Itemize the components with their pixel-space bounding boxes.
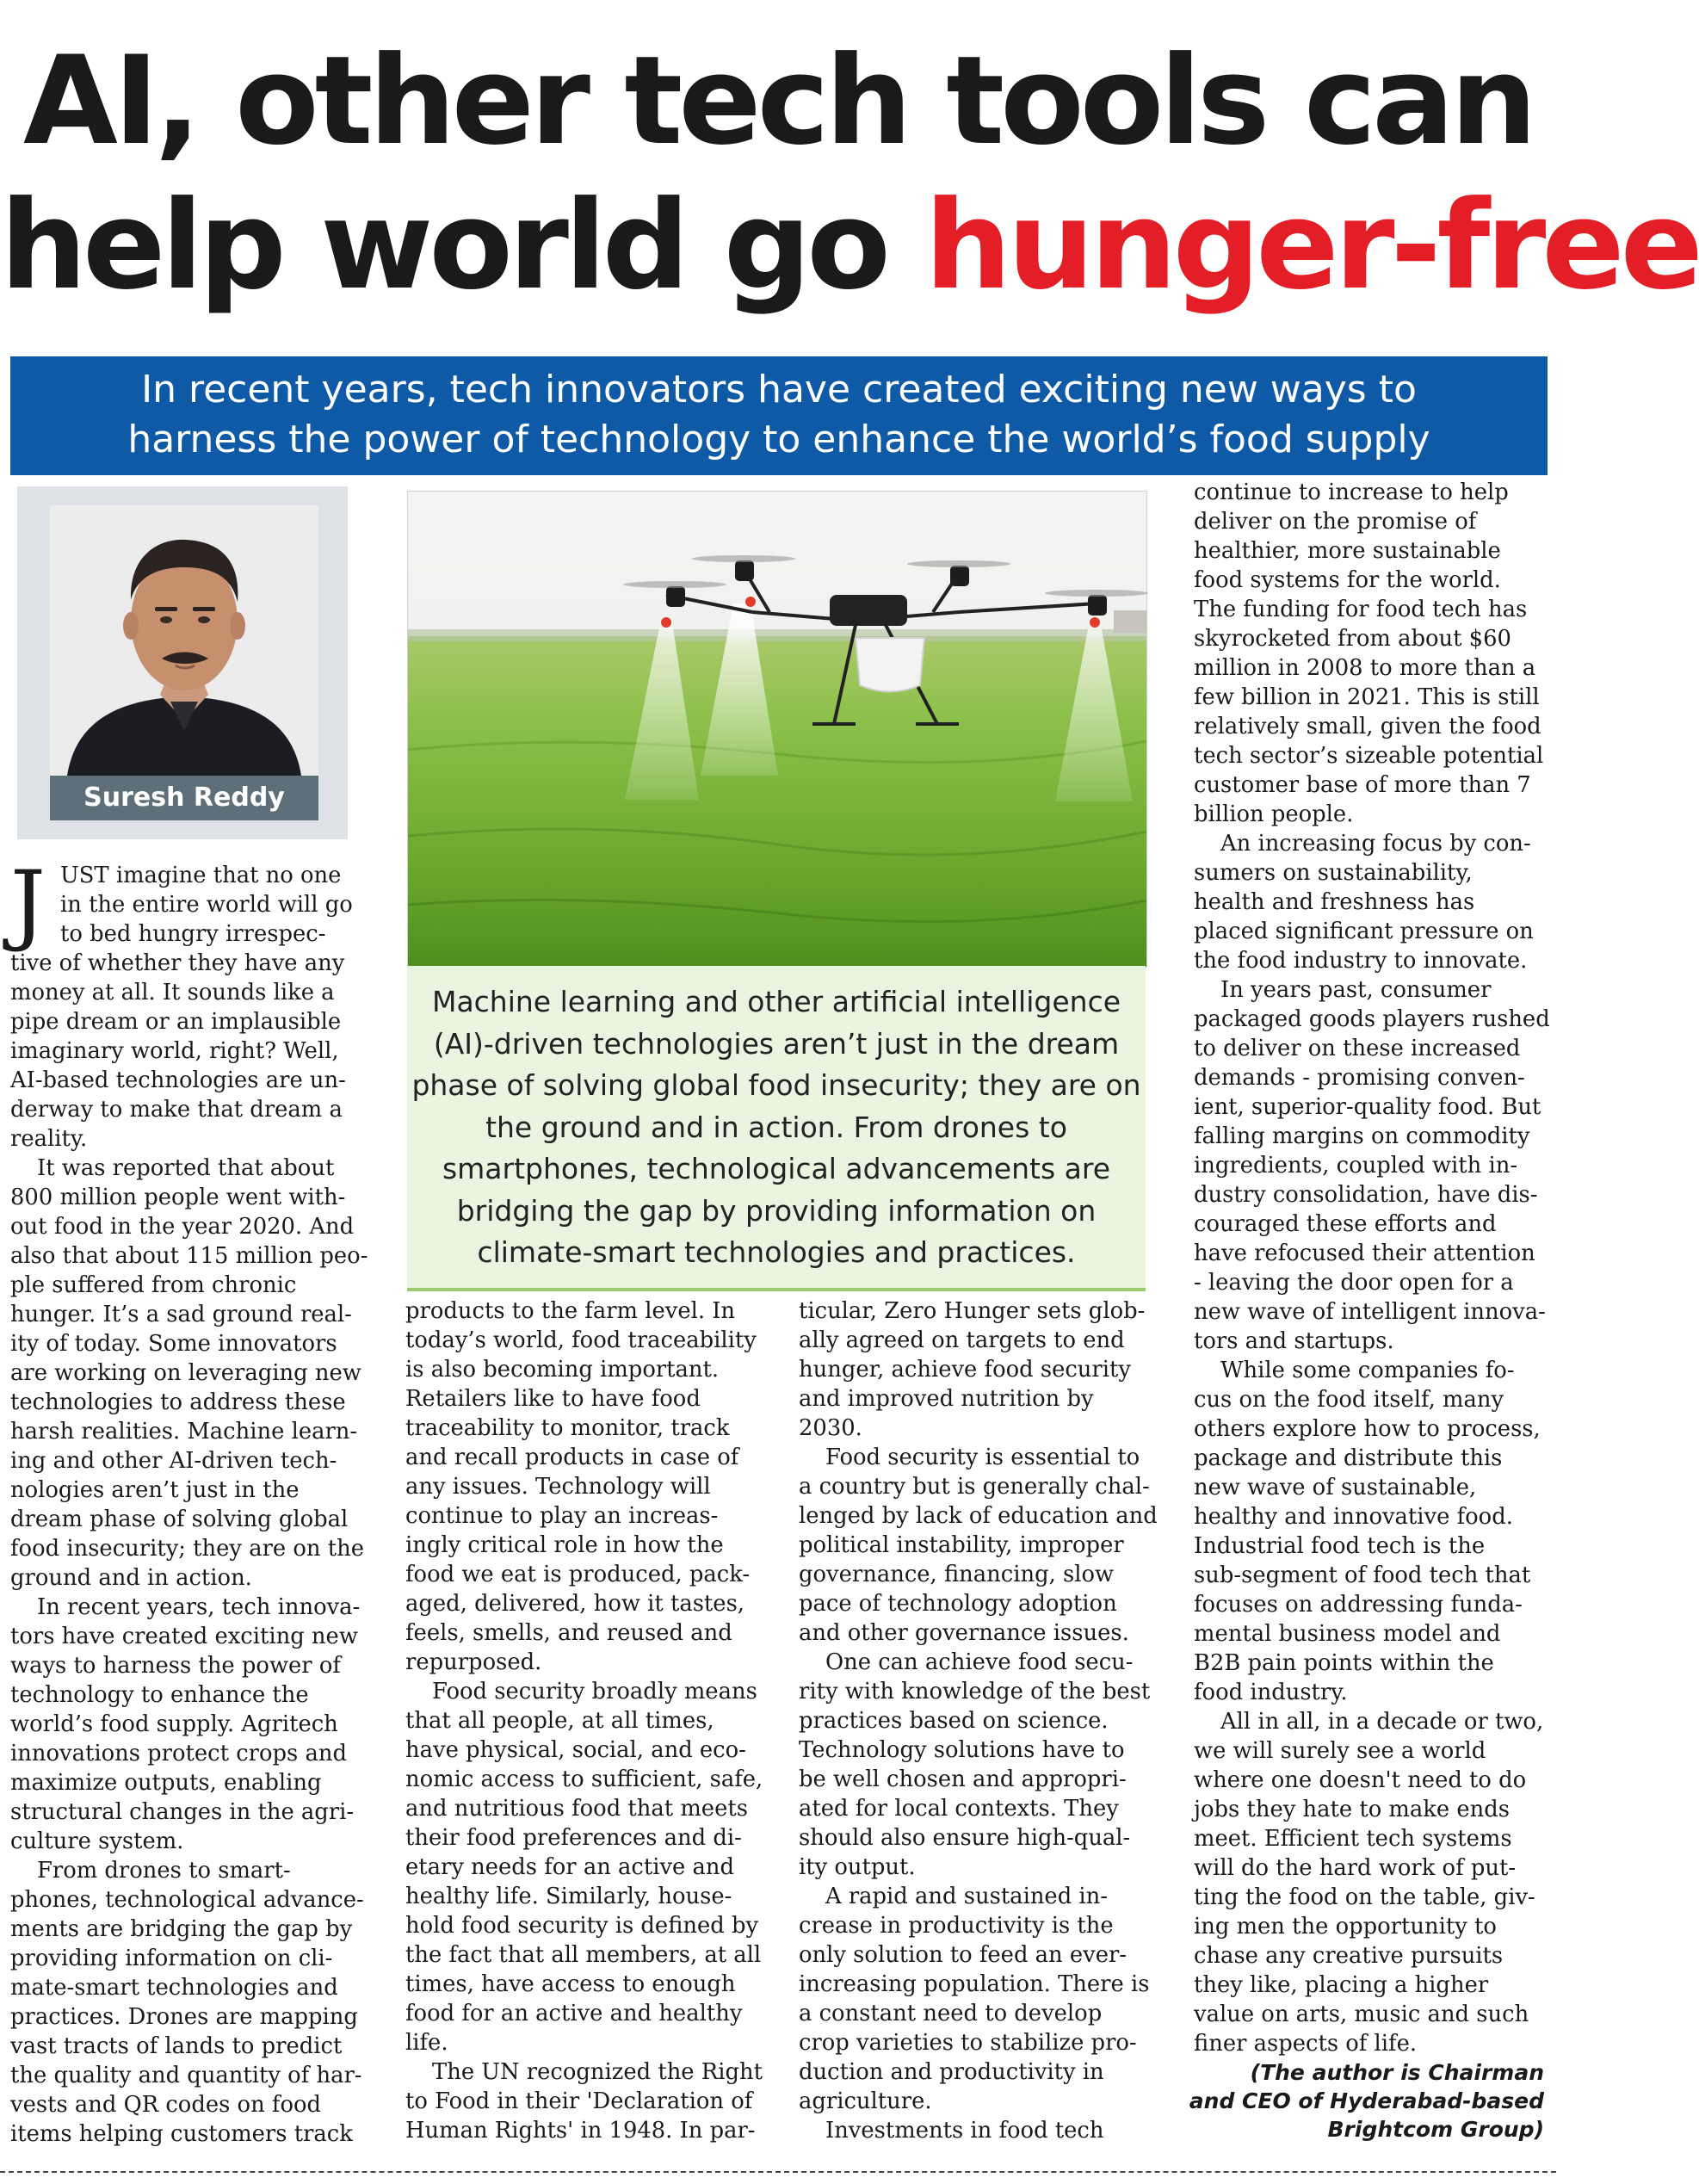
body-line: packaged goods players rushed [1194, 1006, 1550, 1032]
body-line: be well chosen and appropri- [799, 1766, 1127, 1792]
body-line: etary needs for an active and [405, 1854, 735, 1880]
headline-red-part: hunger-free [924, 175, 1699, 317]
article-column-3 [799, 1296, 1165, 2145]
body-line: tors have created exciting new [10, 1624, 358, 1649]
body-line: B2B pain points within the [1194, 1650, 1494, 1676]
body-line: to bed hungry irrespec- [60, 921, 326, 947]
headline-black-part: help world go [0, 175, 925, 317]
body-line: focuses on addressing funda- [1194, 1592, 1523, 1618]
pull-quote-line: phase of solving global food insecurity; they are on [411, 1068, 1141, 1102]
body-line: ingredients, coupled with in- [1194, 1153, 1518, 1179]
body-line: times, have access to enough [405, 1971, 736, 1997]
body-line: pipe dream or an implausible [10, 1009, 342, 1035]
body-line: ing and other AI-driven tech- [10, 1448, 337, 1474]
body-line: couraged these efforts and [1194, 1211, 1497, 1237]
body-line: tech sector’s sizeable potential [1194, 743, 1544, 769]
pull-quote-line: the ground and in action. From drones to [485, 1110, 1067, 1144]
body-line: in the entire world will go [60, 892, 353, 918]
body-line: is also becoming important. [405, 1357, 720, 1383]
body-line: meet. Efficient tech systems [1194, 1826, 1512, 1852]
body-line: ated for local contexts. They [799, 1796, 1119, 1822]
body-line: phones, technological advance- [10, 1887, 364, 1913]
body-line: aged, delivered, how it tastes, [405, 1591, 745, 1617]
bottom-cut-line [0, 2171, 1556, 2173]
body-line: food for an active and healthy [405, 2001, 743, 2026]
body-line: relatively small, given the food [1194, 714, 1541, 739]
body-line: customer base of more than 7 [1194, 772, 1531, 798]
drop-cap: J [10, 852, 46, 955]
pull-quote-line: bridging the gap by providing information on [456, 1193, 1097, 1228]
body-line: Food security broadly means [432, 1679, 757, 1705]
body-line: where one doesn't need to do [1194, 1767, 1527, 1793]
body-line: imaginary world, right? Well, [10, 1038, 339, 1064]
body-line: few billion in 2021. This is still [1194, 684, 1540, 710]
drone-field-photo [407, 491, 1147, 968]
body-line: their food preferences and di- [405, 1825, 742, 1851]
body-line: The funding for food tech has [1194, 597, 1528, 622]
body-line: food industry. [1194, 1680, 1348, 1705]
headline-line-2 [0, 170, 1699, 321]
deck-banner [10, 356, 1548, 475]
body-line: deliver on the promise of [1194, 509, 1477, 535]
author-note-line: Brightcom Group) [1327, 2117, 1544, 2142]
body-line: innovations protect crops and [10, 1741, 347, 1766]
article-column-2 [405, 1296, 771, 2145]
body-line: culture system. [10, 1828, 184, 1854]
pull-quote [407, 966, 1146, 1291]
body-line: new wave of sustainable, [1194, 1475, 1477, 1500]
body-line: agriculture. [799, 2088, 932, 2114]
body-line: Investments in food tech [825, 2118, 1104, 2144]
body-line: In years past, consumer [1220, 977, 1492, 1003]
body-line: increasing population. There is [799, 1971, 1150, 1997]
body-line: ting the food on the table, giv- [1194, 1884, 1535, 1910]
body-line: practices based on science. [799, 1708, 1109, 1734]
byline-box [17, 486, 348, 839]
body-line: and other governance issues. [799, 1620, 1129, 1646]
body-line: that all people, at all times, [405, 1708, 714, 1734]
drone-photo-illustration [408, 492, 1146, 967]
body-line: package and distribute this [1194, 1445, 1503, 1471]
body-line: nologies aren’t just in the [10, 1477, 300, 1503]
body-line: life. [405, 2030, 448, 2056]
body-line: cus on the food itself, many [1194, 1387, 1504, 1413]
body-line: AI-based technologies are un- [10, 1067, 346, 1093]
body-line: and nutritious food that meets [405, 1796, 748, 1822]
body-line: One can achieve food secu- [825, 1649, 1134, 1675]
body-line: and recall products in case of [405, 1445, 739, 1470]
body-line: any issues. Technology will [405, 1474, 711, 1500]
body-line: Industrial food tech is the [1194, 1533, 1486, 1559]
body-line: lenged by lack of education and [799, 1503, 1158, 1529]
body-line: practices. Drones are mapping [10, 2004, 358, 2030]
author-note [1102, 2058, 1544, 2144]
body-line: Food security is essential to [825, 1445, 1140, 1470]
body-line: the fact that all members, at all [405, 1942, 762, 1968]
body-line: repurposed. [405, 1649, 542, 1675]
body-line: ingly critical role in how the [405, 1532, 724, 1558]
body-line: technologies to address these [10, 1389, 346, 1415]
body-line: continue to increase to help [1194, 479, 1509, 505]
body-line: In recent years, tech innova- [37, 1594, 361, 1620]
body-line: others explore how to process, [1194, 1416, 1541, 1442]
body-line: healthier, more sustainable [1194, 538, 1501, 564]
body-line: we will surely see a world [1194, 1738, 1486, 1764]
body-line: finer aspects of life. [1194, 2031, 1418, 2057]
body-line: have refocused their attention [1194, 1240, 1535, 1266]
body-line: ient, superior-quality food. But [1194, 1094, 1541, 1120]
body-line: billion people. [1194, 801, 1354, 827]
body-line: a constant need to develop [799, 2001, 1103, 2026]
body-line: out food in the year 2020. And [10, 1214, 355, 1240]
body-line: will do the hard work of put- [1194, 1855, 1517, 1881]
body-line: and improved nutrition by [799, 1386, 1094, 1412]
body-line: ticular, Zero Hunger sets glob- [799, 1298, 1146, 1324]
body-line: food insecurity; they are on the [10, 1536, 364, 1562]
author-note-line: (The author is Chairman [1250, 2060, 1544, 2085]
body-line: maximize outputs, enabling [10, 1770, 322, 1796]
body-line: governance, financing, slow [799, 1562, 1115, 1587]
body-line: harsh realities. Machine learn- [10, 1419, 358, 1445]
body-line: technology to enhance the [10, 1682, 309, 1708]
body-line: While some companies fo- [1220, 1358, 1515, 1383]
body-line: providing information on cli- [10, 1946, 333, 1971]
body-line: ity of today. Some innovators [10, 1331, 337, 1357]
body-line: pace of technology adoption [799, 1591, 1117, 1617]
body-line: The UN recognized the Right [432, 2059, 763, 2085]
headline-line-1: AI, other tech tools can [22, 30, 1533, 172]
body-line: million in 2008 to more than a [1194, 655, 1536, 681]
body-line: hunger. It’s a sad ground real- [10, 1302, 352, 1327]
body-line: products to the farm level. In [405, 1298, 736, 1324]
body-line: An increasing focus by con- [1220, 831, 1531, 857]
body-line: to deliver on these increased [1194, 1036, 1521, 1061]
body-line: a country but is generally chal- [799, 1474, 1150, 1500]
body-line: Technology solutions have to [799, 1737, 1125, 1763]
author-portrait [50, 505, 318, 776]
body-line: From drones to smart- [37, 1858, 291, 1884]
author-note-line: and CEO of Hyderabad-based [1189, 2088, 1544, 2113]
body-line: health and freshness has [1194, 889, 1475, 915]
body-line: hold food security is defined by [405, 1913, 759, 1939]
body-line: only solution to feed an ever- [799, 1942, 1128, 1968]
body-line: the quality and quantity of har- [10, 2063, 362, 2088]
body-line: chase any creative pursuits [1194, 1943, 1504, 1969]
body-line: derway to make that dream a [10, 1097, 343, 1123]
pull-quote-line: smartphones, technological advancements are [442, 1152, 1111, 1185]
body-line: also that about 115 million peo- [10, 1243, 368, 1269]
pull-quote-line: climate-smart technologies and practices. [477, 1235, 1076, 1269]
body-line: political instability, improper [799, 1532, 1124, 1558]
body-line: 800 million people went with- [10, 1185, 346, 1210]
body-line: reality. [10, 1126, 88, 1152]
body-line: demands - promising conven- [1194, 1065, 1525, 1091]
body-line: crease in productivity is the [799, 1913, 1114, 1939]
body-line: have physical, social, and eco- [405, 1737, 746, 1763]
body-line: - leaving the door open for a [1194, 1270, 1514, 1296]
body-line: they like, placing a higher [1194, 1972, 1489, 1998]
body-line: ways to harness the power of [10, 1653, 341, 1679]
body-line: Human Rights' in 1948. In par- [405, 2118, 756, 2144]
pull-quote-line: Machine learning and other artificial intelligence [431, 985, 1121, 1018]
body-line: tors and startups. [1194, 1328, 1394, 1354]
pull-quote-line: (AI)-driven technologies aren’t just in the dream [433, 1026, 1120, 1061]
body-line: to Food in their 'Declaration of [405, 2088, 753, 2114]
body-line: ing men the opportunity to [1194, 1914, 1497, 1940]
article-column-1 [10, 852, 368, 2149]
body-line: nomic access to sufficient, safe, [405, 1766, 763, 1792]
body-line: ments are bridging the gap by [10, 1916, 353, 1942]
body-line: healthy and innovative food. [1194, 1504, 1513, 1530]
body-line: mental business model and [1194, 1621, 1501, 1647]
body-line: dream phase of solving global [10, 1507, 349, 1532]
body-line: should also ensure high-qual- [799, 1825, 1131, 1851]
body-line: feels, smells, and reused and [405, 1620, 732, 1646]
body-line: value on arts, music and such [1194, 2001, 1529, 2027]
body-line: healthy life. Similarly, house- [405, 1884, 732, 1909]
body-line: skyrocketed from about $60 [1194, 626, 1511, 652]
body-line: duction and productivity in [799, 2059, 1104, 2085]
body-line: It was reported that about [37, 1155, 335, 1181]
body-line: structural changes in the agri- [10, 1799, 355, 1825]
deck-line-1: In recent years, tech innovators have created exciting new ways to [141, 368, 1417, 411]
body-line: 2030. [799, 1415, 862, 1441]
body-line: today’s world, food traceability [405, 1327, 757, 1353]
body-line: jobs they hate to make ends [1194, 1797, 1511, 1822]
body-line: ple suffered from chronic [10, 1272, 297, 1298]
body-line: ally agreed on targets to end [799, 1327, 1125, 1353]
body-line: dustry consolidation, have dis- [1194, 1182, 1538, 1208]
body-line: All in all, in a decade or two, [1220, 1709, 1544, 1735]
body-line: sub-segment of food tech that [1194, 1562, 1531, 1588]
body-line: hunger, achieve food security [799, 1357, 1131, 1383]
body-line: placed significant pressure on [1194, 919, 1534, 944]
body-line: mate-smart technologies and [10, 1975, 338, 2001]
body-line: ity output. [799, 1854, 916, 1880]
body-line: the food industry to innovate. [1194, 948, 1528, 974]
body-line: Retailers like to have food [405, 1386, 701, 1412]
body-line: items helping customers track [10, 2121, 353, 2147]
body-line: are working on leveraging new [10, 1360, 361, 1386]
body-line: traceability to monitor, track [405, 1415, 730, 1441]
body-line: vests and QR codes on food [10, 2092, 322, 2118]
deck-line-2: harness the power of technology to enhance the world’s food supply [127, 418, 1430, 461]
body-line: sumers on sustainability, [1194, 860, 1473, 886]
body-line: continue to play an increas- [405, 1503, 719, 1529]
body-line: food systems for the world. [1194, 567, 1501, 593]
body-line: UST imagine that no one [60, 863, 342, 888]
body-line: vast tracts of lands to predict [10, 2033, 343, 2059]
article-column-4 [1194, 478, 1551, 2058]
body-line: new wave of intelligent innova- [1194, 1299, 1546, 1325]
body-line: food we eat is produced, pack- [405, 1562, 751, 1587]
body-line: falling margins on commodity [1194, 1123, 1530, 1149]
body-line: ground and in action. [10, 1565, 252, 1591]
body-line: rity with knowledge of the best [799, 1679, 1151, 1705]
body-line: tive of whether they have any [10, 950, 345, 976]
author-name: Suresh Reddy [50, 776, 318, 820]
author-portrait-illustration [50, 505, 318, 776]
body-line: A rapid and sustained in- [825, 1884, 1108, 1909]
body-line: money at all. It sounds like a [10, 980, 335, 1005]
body-line: world’s food supply. Agritech [10, 1711, 338, 1737]
body-line: crop varieties to stabilize pro- [799, 2030, 1137, 2056]
